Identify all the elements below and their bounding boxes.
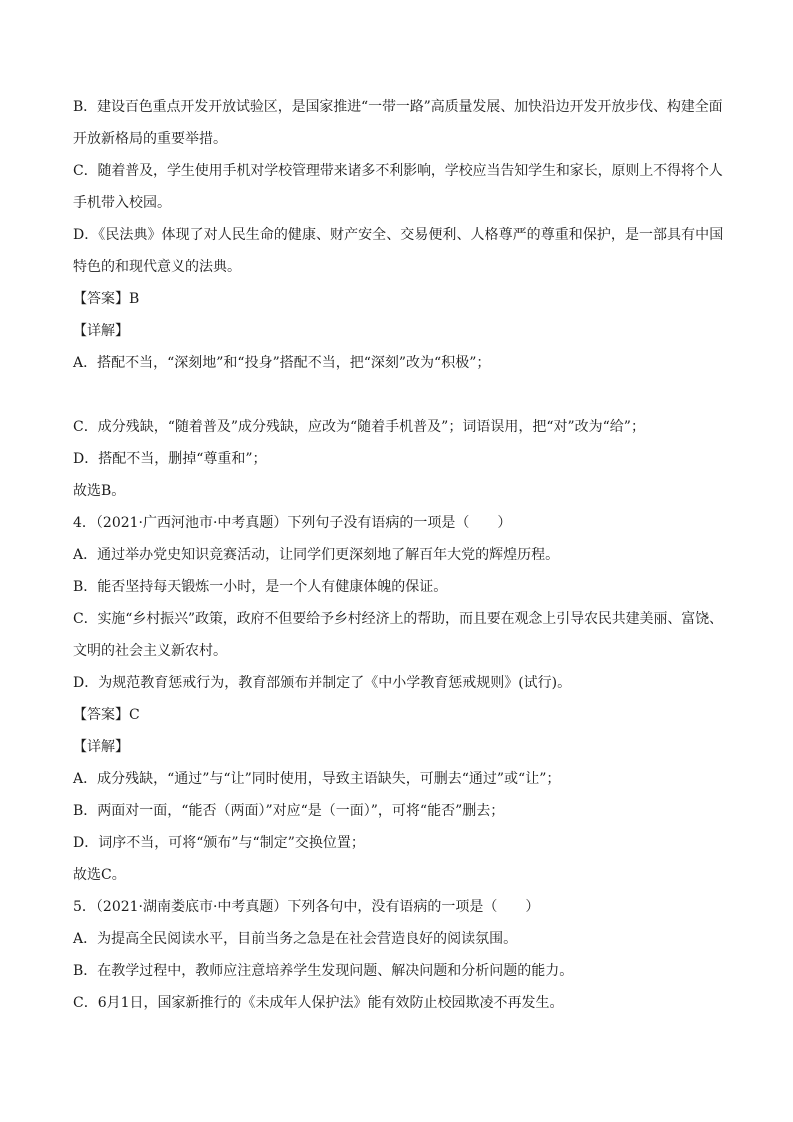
q4-option-c-line-1: C．实施“乡村振兴”政策，政府不但要给予乡村经济上的帮助，而且要在观念上引导农民共建美丽、富饶、 (73, 611, 723, 627)
q4-explanation-a: A．成分残缺，“通过”与“让”同时使用，导致主语缺失，可删去“通过”或“让”； (73, 771, 561, 787)
conclusion: 故选B。 (73, 483, 126, 499)
q4-option-a: A．通过举办党史知识竞赛活动，让同学们更深刻地了解百年大党的辉煌历程。 (73, 547, 560, 563)
q4-answer-label: 【答案】C (73, 707, 140, 723)
explanation-a: A．搭配不当，“深刻地”和“投身”搭配不当，把“深刻”改为“积极”； (73, 355, 491, 371)
option-c-line-2: 手机带入校园。 (73, 195, 171, 211)
q5-option-b: B．在教学过程中，教师应注意培养学生发现问题、解决问题和分析问题的能力。 (73, 963, 574, 979)
explanation-c: C．成分残缺，“随着普及”成分残缺，应改为“随着手机普及”；词语误用，把“对”改为“给”； (73, 419, 645, 435)
option-c-line-1: C．随着普及，学生使用手机对学校管理带来诸多不利影响，学校应当告知学生和家长，原则上不得将个人 (73, 163, 723, 179)
question-4-stem: 4．（2021·广西河池市·中考真题）下列句子没有语病的一项是（ ） (73, 515, 512, 531)
q4-option-d: D．为规范教育惩戒行为，教育部颁布并制定了《中小学教育惩戒规则》(试行)。 (73, 675, 572, 691)
q4-explanation-heading: 【详解】 (73, 739, 129, 755)
q4-option-c-line-2: 文明的社会主义新农村。 (73, 643, 227, 659)
option-b-line-1: B．建设百色重点开发开放试验区，是国家推进“一带一路”高质量发展、加快沿边开发开放步伐、构建全面 (73, 99, 723, 115)
q5-option-c: C．6月1日，国家新推行的《未成年人保护法》能有效防止校园欺凌不再发生。 (73, 995, 564, 1011)
q4-explanation-b: B．两面对一面，“能否（两面）”对应“是（一面）”，可将“能否”删去； (73, 803, 505, 819)
option-d-line-2: 特色的和现代意义的法典。 (73, 259, 241, 275)
explanation-d: D．搭配不当，删掉“尊重和”； (73, 451, 267, 467)
answer-label: 【答案】B (73, 291, 140, 307)
q4-explanation-d: D．词序不当，可将“颁布”与“制定”交换位置； (73, 835, 365, 851)
q5-option-a: A．为提高全民阅读水平，目前当务之急是在社会营造良好的阅读氛围。 (73, 931, 518, 947)
q4-option-b: B．能否坚持每天锻炼一小时，是一个人有健康体魄的保证。 (73, 579, 448, 595)
option-b-line-2: 开放新格局的重要举措。 (73, 131, 227, 147)
question-5-stem: 5．（2021·湖南娄底市·中考真题）下列各句中，没有语病的一项是（ ） (73, 899, 540, 915)
option-d-line-1: D．《民法典》体现了对人民生命的健康、财产安全、交易便利、人格尊严的尊重和保护，是一部具有中国 (73, 227, 724, 243)
q4-conclusion: 故选C。 (73, 867, 126, 883)
explanation-heading: 【详解】 (73, 323, 129, 339)
